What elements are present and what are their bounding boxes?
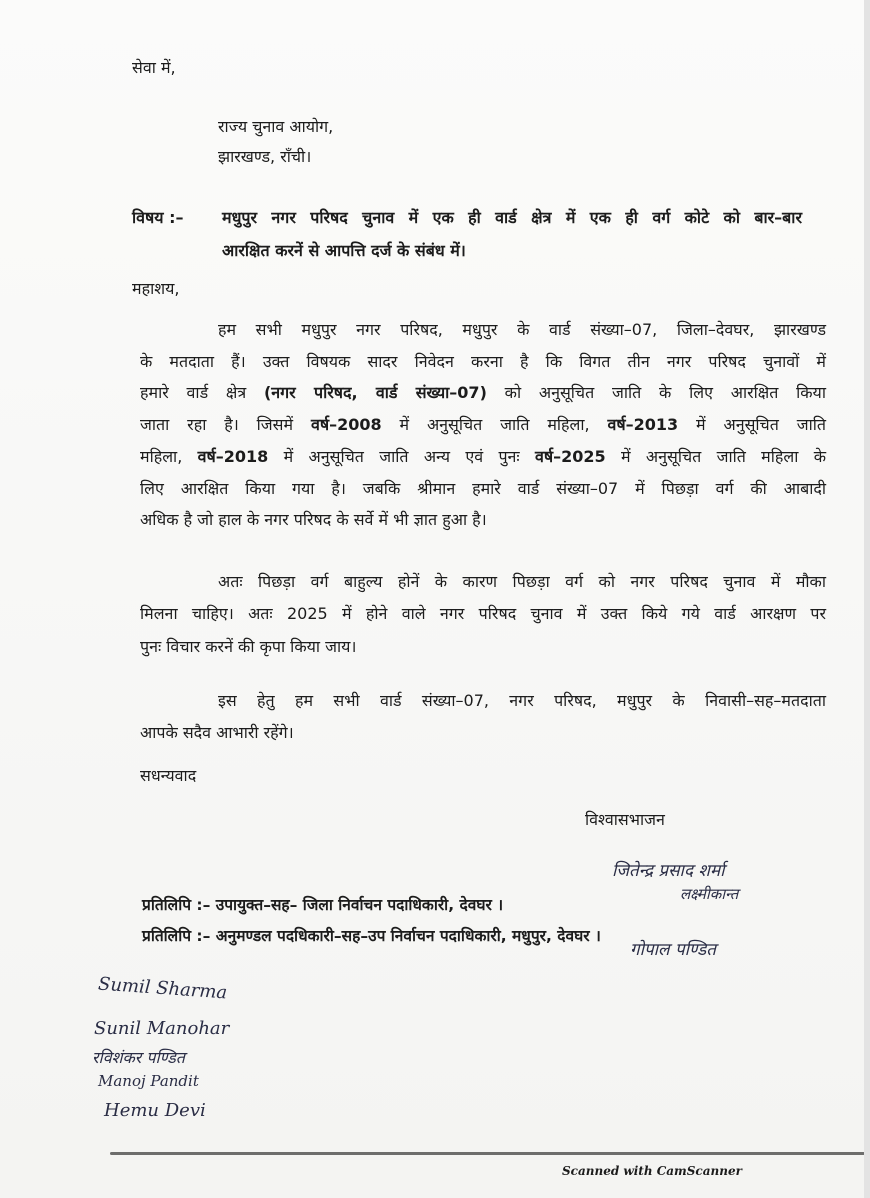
bold-text: वर्ष–2013	[607, 415, 679, 434]
signature-right-2: लक्ष्मीकान्त	[680, 885, 739, 903]
signature-left-2: Sunil Manohar	[94, 1018, 230, 1039]
addressee-line2: झारखण्ड, राँची।	[218, 147, 312, 166]
addressee-salutation: सेवा में,	[132, 58, 176, 77]
subject-line1: मधुपुर नगर परिषद चुनाव में एक ही वार्ड क्षेत्र में एक ही वर्ग कोटे को बार–बार	[222, 208, 802, 227]
page-bottom-edge	[110, 1152, 865, 1155]
text-segment: लिए आरक्षित किया गया है। जबकि श्रीमान हमारे वार्ड संख्या–07 में पिछड़ा वर्ग की आबादी	[140, 479, 826, 498]
paragraph-2-line	[218, 571, 826, 593]
paragraph-1-line	[140, 509, 487, 531]
subject-line2: आरक्षित करनें से आपत्ति दर्ज के संबंध में।	[222, 241, 466, 260]
text-segment: अतः पिछड़ा वर्ग बाहुल्य होनें के कारण पिछड़ा वर्ग को नगर परिषद चुनाव में मौका	[218, 572, 826, 591]
text-segment: में अनुसूचित जाति महिला,	[381, 415, 608, 434]
text-segment: आपके सदैव आभारी रहेंगे।	[140, 723, 294, 742]
paragraph-1-line	[140, 478, 826, 500]
paragraph-1-line	[218, 319, 826, 341]
paragraph-2-line	[140, 636, 356, 658]
text-segment: हमारे वार्ड क्षेत्र	[140, 383, 264, 402]
text-segment: अधिक है जो हाल के नगर परिषद के सर्वे में भी ज्ञात हुआ है।	[140, 510, 487, 529]
bold-text: वर्ष–2008	[310, 415, 382, 434]
scanner-watermark: Scanned with CamScanner	[562, 1164, 742, 1178]
sign-off: विश्वासभाजन	[585, 810, 665, 829]
text-segment: को अनुसूचित जाति के लिए आरक्षित किया	[486, 383, 826, 402]
signature-left-1: Sumil Sharma	[97, 973, 228, 1004]
text-segment: में अनुसूचित जाति	[678, 415, 826, 434]
signature-left-3: रविशंकर पण्डित	[92, 1048, 185, 1067]
paragraph-3-line	[140, 722, 294, 744]
bold-text: वर्ष–2018	[197, 447, 269, 466]
text-segment: जाता रहा है। जिसमें	[140, 415, 311, 434]
addressee-line1: राज्य चुनाव आयोग,	[218, 117, 334, 136]
closing: सधन्यवाद	[140, 766, 197, 785]
paragraph-1-line	[140, 414, 826, 436]
copy-line-2: प्रतिलिपि :– अनुमण्डल पदधिकारी–सह–उप निर्वाचन पदाधिकारी, मधुपुर, देवघर ।	[142, 927, 601, 945]
text-segment: के मतदाता हैं। उक्त विषयक सादर निवेदन करना है कि विगत तीन नगर परिषद चुनावों में	[140, 352, 826, 371]
text-segment: मिलना चाहिए। अतः 2025 में होने वाले नगर परिषद चुनाव में उक्त किये गये वार्ड आरक्षण पर	[140, 604, 826, 623]
greeting: महाशय,	[132, 279, 180, 298]
signature-right-1: जितेन्द्र प्रसाद शर्मा	[612, 861, 725, 881]
paragraph-1-line	[140, 446, 826, 468]
copy-line-1: प्रतिलिपि :– उपायुक्त–सह– जिला निर्वाचन पदाधिकारी, देवघर ।	[142, 896, 504, 914]
text-segment: में अनुसूचित जाति महिला के	[605, 447, 826, 466]
bold-text: (नगर परिषद, वार्ड संख्या–07)	[263, 383, 487, 402]
paragraph-1-line	[140, 382, 826, 404]
signature-left-5: Hemu Devi	[104, 1100, 206, 1121]
paragraph-1-line	[140, 351, 826, 373]
paragraph-2-line	[140, 603, 826, 625]
signature-left-4: Manoj Pandit	[98, 1072, 199, 1090]
page-right-edge	[864, 0, 870, 1198]
subject-label: विषय :–	[132, 208, 184, 227]
text-segment: हम सभी मधुपुर नगर परिषद, मधुपुर के वार्ड संख्या–07, जिला–देवघर, झारखण्ड	[218, 320, 826, 339]
text-segment: पुनः विचार करनें की कृपा किया जाय।	[140, 637, 357, 656]
signature-right-3: गोपाल पण्डित	[630, 940, 716, 960]
text-segment: में अनुसूचित जाति अन्य एवं पुनः	[268, 447, 535, 466]
paragraph-3-line	[218, 690, 826, 712]
text-segment: महिला,	[140, 447, 198, 466]
text-segment: इस हेतु हम सभी वार्ड संख्या–07, नगर परिषद, मधुपुर के निवासी–सह–मतदाता	[218, 691, 827, 710]
bold-text: वर्ष–2025	[534, 447, 606, 466]
